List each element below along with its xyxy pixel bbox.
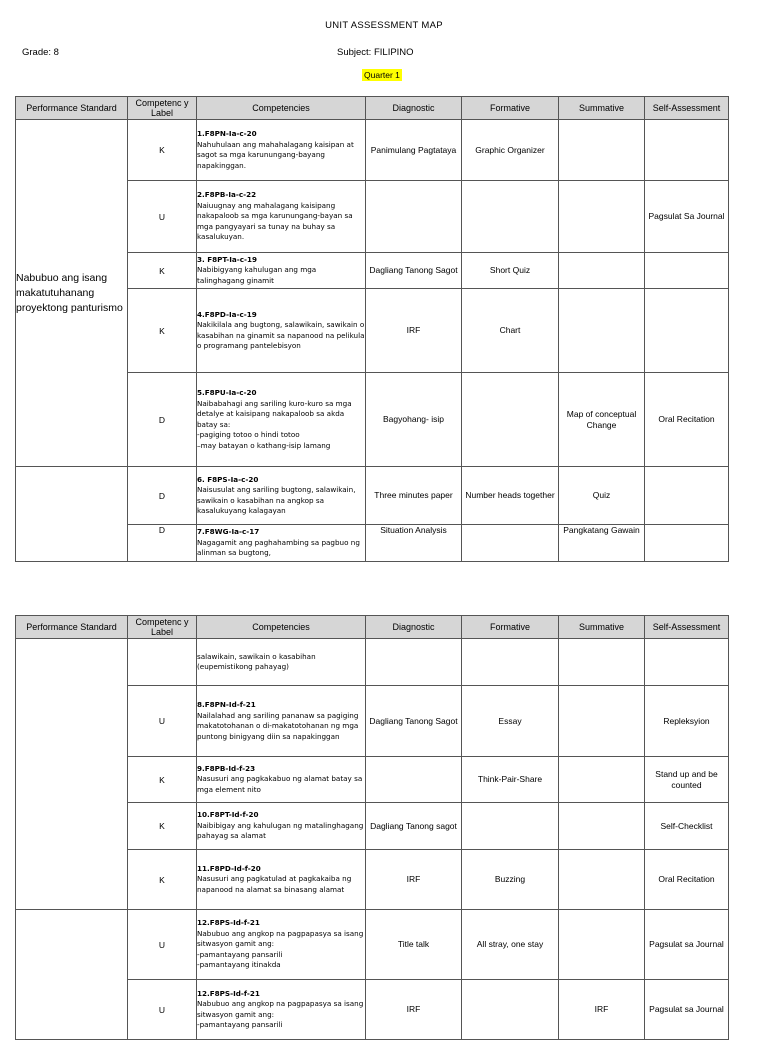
competency-bullet: -pamantayang pansarili: [197, 949, 283, 959]
competency-code: 10.F8PT-Id-f-20: [197, 810, 259, 820]
header-competency-label: Competenc y Label: [128, 616, 197, 639]
summative-cell: [559, 910, 645, 980]
summative-cell: IRF: [559, 980, 645, 1040]
table-row: [16, 639, 729, 686]
self-assessment-cell: [645, 253, 729, 289]
header-diagnostic: Diagnostic: [366, 616, 462, 639]
diagnostic-cell: [366, 181, 462, 253]
diagnostic-cell: IRF: [366, 850, 462, 910]
diagnostic-cell: Dagliang Tanong Sagot: [366, 686, 462, 757]
assessment-table-2: [15, 615, 729, 1040]
summative-cell: [559, 639, 645, 686]
diagnostic-cell: Dagliang Tanong sagot: [366, 803, 462, 850]
competency-label: U: [128, 181, 197, 253]
competency-code: 1.F8PN-Ia-c-20: [197, 129, 257, 138]
competency-cell: [197, 639, 366, 686]
competency-code: 9.F8PB-Id-f-23: [197, 763, 256, 773]
formative-cell: Graphic Organizer: [462, 120, 559, 181]
competency-cell: [197, 373, 366, 467]
formative-cell: [462, 181, 559, 253]
summative-cell: Pangkatang Gawain: [559, 525, 645, 562]
competency-code: 5.F8PU-Ia-c-20: [197, 388, 257, 397]
performance-standard-cell: [16, 639, 128, 910]
competency-label: K: [128, 289, 197, 373]
self-assessment-cell: Repleksyion: [645, 686, 729, 757]
formative-cell: Number heads together: [462, 467, 559, 525]
competency-label: K: [128, 253, 197, 289]
summative-cell: [559, 803, 645, 850]
competency-code: 12.F8PS-Id-f-21: [197, 988, 260, 998]
self-assessment-cell: [645, 525, 729, 562]
competency-code: 2.F8PB-Ia-c-22: [197, 190, 257, 200]
competency-text: Nahuhulaan ang mahahalagang kaisipan at sagot sa mga karunungang-bayang napakinggan.: [197, 139, 354, 170]
summative-cell: [559, 686, 645, 757]
formative-cell: [462, 980, 559, 1040]
self-assessment-cell: Pagsulat sa Journal: [645, 980, 729, 1040]
competency-label: K: [128, 850, 197, 910]
self-assessment-cell: Oral Recitation: [645, 373, 729, 467]
competency-label: K: [128, 803, 197, 850]
document-title: UNIT ASSESSMENT MAP: [325, 20, 443, 31]
competency-text: Nabibigyang kahulugan ang mga talinghagang ginamit: [197, 265, 317, 285]
diagnostic-cell: Panimulang Pagtataya: [366, 120, 462, 181]
performance-standard-cell: [16, 910, 128, 1040]
formative-cell: Chart: [462, 289, 559, 373]
summative-cell: [559, 253, 645, 289]
competency-code: 12.F8PS-Id-f-21: [197, 918, 260, 928]
competency-code: 3. F8PT-Ia-c-19: [197, 254, 257, 264]
summative-cell: Quiz: [559, 467, 645, 525]
diagnostic-cell: Situation Analysis: [366, 525, 462, 562]
diagnostic-cell: [366, 639, 462, 686]
competency-label: [128, 639, 197, 686]
diagnostic-cell: Dagliang Tanong Sagot: [366, 253, 462, 289]
competency-bullet: -pamantayang itinakda: [197, 960, 281, 970]
diagnostic-cell: Three minutes paper: [366, 467, 462, 525]
competency-cell: [197, 525, 366, 562]
competency-text: Nabubuo ang angkop na pagpapasya sa isang sitwasyon gamit ang:: [197, 928, 364, 949]
subject-label: Subject: FILIPINO: [337, 47, 414, 58]
self-assessment-cell: Oral Recitation: [645, 850, 729, 910]
header-competency-label: Competenc y Label: [128, 97, 197, 120]
competency-cell: [197, 910, 366, 980]
self-assessment-cell: [645, 639, 729, 686]
competency-cell: [197, 120, 366, 181]
summative-cell: [559, 289, 645, 373]
quarter-badge: Quarter 1: [364, 70, 400, 80]
header-diagnostic: Diagnostic: [366, 97, 462, 120]
competency-label: U: [128, 910, 197, 980]
summative-cell: Map of conceptual Change: [559, 373, 645, 467]
formative-cell: Buzzing: [462, 850, 559, 910]
self-assessment-cell: Self-Checklist: [645, 803, 729, 850]
competency-bullet: –may batayan o kathang-isip lamang: [197, 440, 331, 450]
self-assessment-cell: [645, 467, 729, 525]
formative-cell: [462, 525, 559, 562]
header-summative: Summative: [559, 616, 645, 639]
table-header-row: [16, 616, 729, 639]
competency-label: D: [128, 525, 197, 562]
competency-bullet: -pamantayang pansarili: [197, 1020, 283, 1029]
summative-cell: [559, 120, 645, 181]
competency-label: U: [128, 686, 197, 757]
formative-cell: [462, 803, 559, 850]
competency-text: Nasusuri ang pagkatulad at pagkakaiba ng napanood na alamat sa binasang alamat: [197, 874, 352, 894]
competency-code: 7.F8WG-Ia-c-17: [197, 527, 260, 537]
competency-text: Naisusulat ang sariling bugtong, salawikain, sawikain o kasabihan na angkop sa kasalukuyang kalagayan: [197, 485, 356, 515]
competency-code: 6. F8PS-Ia-c-20: [197, 474, 259, 484]
diagnostic-cell: IRF: [366, 289, 462, 373]
competency-text: Naibabahagi ang sariling kuro-kuro sa mga detalye at kaisipang nakapaloob sa akda batay sa:: [197, 398, 352, 429]
competency-cell: [197, 757, 366, 803]
competency-text: Nasusuri ang pagkakabuo ng alamat batay sa mga element nito: [197, 774, 363, 794]
formative-cell: Short Quiz: [462, 253, 559, 289]
competency-label: K: [128, 120, 197, 181]
competency-text: Naibibigay ang kahulugan ng matalinghagang pahayag sa alamat: [197, 820, 364, 841]
competency-cell: [197, 850, 366, 910]
competency-label: U: [128, 980, 197, 1040]
header-summative: Summative: [559, 97, 645, 120]
summative-cell: [559, 181, 645, 253]
self-assessment-cell: [645, 120, 729, 181]
table-header-row: [16, 97, 729, 120]
competency-code: 8.F8PN-Id-f-21: [197, 700, 256, 709]
formative-cell: Think-Pair-Share: [462, 757, 559, 803]
diagnostic-cell: IRF: [366, 980, 462, 1040]
competency-text: Naiuugnay ang mahalagang kaisipang nakapaloob sa mga karunungang-bayan sa mga pangyayari sa tunay na buhay sa kasalukuyan.: [197, 200, 353, 242]
table-row: [16, 467, 729, 525]
competency-code: 11.F8PD-Id-f-20: [197, 863, 261, 873]
header-formative: Formative: [462, 97, 559, 120]
self-assessment-cell: Pagsulat Sa Journal: [645, 181, 729, 253]
assessment-table-1: [15, 96, 729, 562]
self-assessment-cell: [645, 289, 729, 373]
competency-cell: [197, 253, 366, 289]
competency-text: Nakikilala ang bugtong, salawikain, sawikain o kasabihan na ginamit sa napanood na pelikula o programang pantelebisyon: [197, 320, 365, 350]
header-competencies: Competencies: [197, 97, 366, 120]
self-assessment-cell: Stand up and be counted: [645, 757, 729, 803]
competency-cell: [197, 289, 366, 373]
table-row: [16, 910, 729, 980]
self-assessment-cell: Pagsulat sa Journal: [645, 910, 729, 980]
competency-label: D: [128, 373, 197, 467]
header-competencies: Competencies: [197, 616, 366, 639]
grade-label: Grade: 8: [22, 47, 59, 58]
header-formative: Formative: [462, 616, 559, 639]
header-self-assessment: Self-Assessment: [645, 97, 729, 120]
formative-cell: [462, 373, 559, 467]
summative-cell: [559, 850, 645, 910]
diagnostic-cell: [366, 757, 462, 803]
summative-cell: [559, 757, 645, 803]
performance-standard-cell: Nabubuo ang isang makatutuhanang proyektong panturismo: [16, 120, 128, 467]
competency-code: 4.F8PD-Ia-c-19: [197, 309, 257, 319]
header-performance-standard: Performance Standard: [16, 616, 128, 639]
competency-cell: [197, 467, 366, 525]
header-self-assessment: Self-Assessment: [645, 616, 729, 639]
diagnostic-cell: Title talk: [366, 910, 462, 980]
competency-cell: [197, 686, 366, 757]
competency-cell: [197, 980, 366, 1040]
competency-label: D: [128, 467, 197, 525]
diagnostic-cell: Bagyohang- isip: [366, 373, 462, 467]
performance-standard-cell: [16, 467, 128, 562]
competency-label: K: [128, 757, 197, 803]
formative-cell: [462, 639, 559, 686]
competency-cell: [197, 803, 366, 850]
competency-text: Nailalahad ang sariling pananaw sa pagiging makatotohanan o di-makatotohanan ng mga puntong binigyang diin sa napakinggan: [197, 710, 359, 741]
competency-cell: [197, 181, 366, 253]
competency-text: salawikain, sawikain o kasabihan (eupemistikong pahayag): [197, 651, 316, 671]
competency-text: Nagagamit ang paghahambing sa pagbuo ng alinman sa bugtong,: [197, 537, 360, 558]
competency-text: Nabubuo ang angkop na pagpapasya sa isang sitwasyon gamit ang:: [197, 999, 364, 1019]
competency-bullet: -pagiging totoo o hindi totoo: [197, 430, 300, 439]
table-row: [16, 120, 729, 181]
header-performance-standard: Performance Standard: [16, 97, 128, 120]
formative-cell: Essay: [462, 686, 559, 757]
formative-cell: All stray, one stay: [462, 910, 559, 980]
